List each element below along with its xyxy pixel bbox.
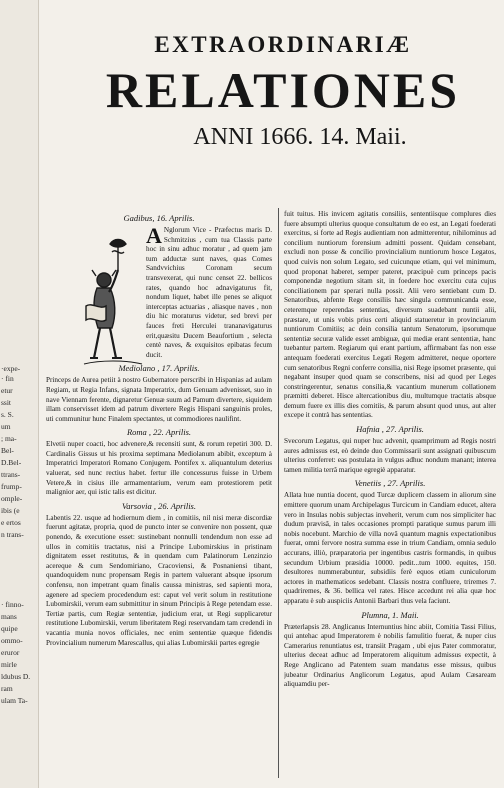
article-varsovia: Labentis 22. usque ad hodiernum diem , in comitiis, nil nisi meræ discordiæ fuerunt agitatæ, propria, quod de puncto inter se convenire non possent, quæ ponendo, & executione esset: sustinebant nonnulli tendendum non esse ad ullos in comitiis tractatus, nisi a Principe Lubomirskius in pristinam dignitatem esset restitutus, & in quendam cum Palatinorum Lenzinzio acereque & cum Sendomiriano, Cracoviensi, & Posnaniensi tibant, quandoquidem nunc propensam Regis in partem valuerant absque ipsorum confensu, non impetrant quam finalis caussa ministras, sed sapienti mora, agenere ad speciem procedendum est: caput vel verit solum in restitutione Lubomirskii, verum eam submittitur in sinum Principis à Rege petendam esse. Tertiæ partis, cum Regiæ sententiæ, judicium erat, ut Regi supplicaretur restitutione Lubomirskii, verum liberitatem Regi reservandam tam credendi in vacantia munia novos officiales, nec enim sententiæ quæque fidendis Provincialium numerum Marescallus, qui alias Lubomirskii partes egregie — [46, 513, 272, 647]
fragment-line: ram — [1, 684, 13, 693]
fragment-line: etur — [1, 386, 13, 395]
fragment-line: · finno- — [1, 600, 24, 609]
fragment-line: D.Bel- — [1, 458, 22, 467]
fragment-line: quipe — [1, 624, 18, 633]
article-roma: Elvetii nuper coacti, hoc advenere,& recensiti sunt, & rorum repetiri 300. D. Cardinalis Gissus ut his proxima septimana Mediolanum abibit, exceptum à Imperatrici Imperatori Romano Conjugem. Pontifex x. aliquantulum deterius valuerat, sed nunc rectius habet. fertur ille concessurus fuisse in Urbem Vetere,& in cisius ille armamentarium, verum eam protestiorem petit malignior aer, qui istic talis est dicitur. — [46, 440, 272, 497]
article-plumna: Præterlapsis 28. Anglicanus Internuntius hinc abiit, Comitia Tassi Filius, qui antehac apud Imperatorem è nobilis famulitio fuerat, & nuper cius Camerarius renuntiatus est, transiit Pragam , ubi ejus Pater commoratur, ulterius deceat adhuc ad Imperatorem aliquitum admissus expectit, à Rege Anglicano ad Patentem suam mandatus esse missus, quibus jubeatur Ordinarius Anglicorum Legatus, apud Aulam Cæsaream aliquamdiu per- — [284, 622, 496, 689]
dateline-varsovia: Varsovia , 26. Aprilis. — [122, 500, 196, 511]
article-hafnia: Svecorum Legatus, qui nuper huc advenit, quamprimum ad Regis nostri aures admissus est, eò deinde duo Commissarii sunt assignati quibuscum ulterius conferret: eas postulata in vulgus adhuc nondum manant; interea tamen militia terrâ marique egregiè apparatur. — [284, 437, 496, 474]
fragment-line: n trans- — [1, 530, 24, 539]
fragment-line: mirle — [1, 660, 17, 669]
fragment-line: · fin — [1, 374, 14, 383]
article-mediolano: Princeps de Aurea petiit à nostro Gubernatore perscribi in Hispanias ad aulam Regiam, ut Regia Infans, signata Imperatrix, dum Genuam advenisset, suo in nave Viennam ferente, dignaretur Genuæ suum ad Pamum divertere, siquidem illam conservisset idem ad patrum divertere Regis Hispani sanguinis proles, uti communitur hunc Finalem spectantes, ut commodiores naulifint. — [46, 376, 272, 423]
fragment-line: ulam Ta- — [1, 696, 28, 705]
column-divider — [278, 208, 279, 778]
fragment-line: Bel- — [1, 446, 14, 455]
fragment-line: eruror — [1, 648, 20, 657]
fragment-line: mans — [1, 612, 17, 621]
fragment-line: ttrans- — [1, 470, 21, 479]
article-venetiis: Allata hue nuntia docent, quod Turcæ duplicem classem in aliorum sine emittere quorum unam Archipelagus Turcicum in Candiam educet, altera vero in Insulas nobis subjectas inveherit, verum cum nos simpliciter hac dudum prævisâ, in tales occasiones prompti paratique sumus parum illi nobis nocebunt. Marchio de villa novâ quantum magnis expectationibus fuerat, omni fervore nostra summa esse in trium Candiam, omnia sedulo accurans, illiò, præparatoria per ingentibus castris formandis, in quibus secundum Urbium præsidia 10000. pedit...tum 1000. equites, 150. desultores nummerabuntur, subsidiis ferè equos etiam cuniculorum actores in mathematicos sedebant. Classis nostra confluere, triremes 7. quadriremes, & 36. bellica vel rates. Hisce accedunt rei alia quæ hoc apparatu è sub auspiciis Antonii Barbari thus vela faciunt. — [284, 491, 496, 605]
fragment-line: ommo- — [1, 636, 23, 645]
dateline-gadibus: Gadibus, 16. Aprilis. — [123, 213, 195, 223]
dateline-plumna: Plumna, 1. Maii. — [361, 609, 419, 620]
fragment-line: ssit — [1, 398, 12, 407]
article-gadibus: A Nglorum Vice - Præfectus maris D. Schmitzius , cum tua Classis parte hoc in sinu adhuc moratur , ad quem jam tum adductæ sunt naves, quas Comes Sandvvichius Coronam secum transvexerat, qui nunc censet 22. bellicos rates, quando hoc adnavigaturus fit, nondum liquet, habet ille penes se aliquot interceptas actuarias , aliasque naves , non diu hic moraturus videtur, sed brevi per fauces freti Herculei trananavigaturus erit,quæsitu Ducem Beaufortium , selecta centè naves, & exquisitos epibatas fecum ducit. — [146, 223, 272, 359]
fragment-line: omple- — [1, 494, 23, 503]
dateline-hafnia: Hafnia , 27. Aprilis. — [356, 424, 424, 435]
dateline-venetiis: Venetiis , 27. Aprilis. — [354, 478, 426, 489]
fragment-line: ·expe- — [1, 364, 21, 373]
dateline-mediolano: Mediolano , 17. Aprilis. — [118, 363, 200, 374]
adjacent-page-fragment — [0, 0, 39, 788]
fragment-line: e ertos — [1, 518, 21, 527]
fragment-line: ibis (e — [1, 506, 20, 515]
masthead-date: ANNI 1666. 14. Maii. — [193, 124, 407, 150]
masthead-line1: EXTRAORDINARIÆ — [154, 32, 412, 57]
fragment-line: ldubus D. — [1, 672, 31, 681]
fragment-line: ; ma- — [1, 434, 17, 443]
dateline-roma: Roma , 22. Aprilis. — [126, 427, 192, 438]
fragment-line: frump- — [1, 482, 22, 491]
masthead-title: RELATIONES — [105, 62, 461, 118]
column-right — [284, 210, 496, 786]
fragment-line: um — [1, 422, 11, 431]
article-continued: fuit tuitus. His invicem agitatis consiliis, sententiisque complures dies fuere absumpti ulterius quoque consultatum de eo est, an Legati foederati exercitus, si forte ad Regis audientiam non admitterentur, nihilominus ad concilium nuntiorum forensium admitti possent. Quidam censebant, excludi non posse & concilio provincialium nuntiorum hosce Legatos, quod cuivis non solum Legato, sed cuicunque etiam, qui vel minimum, quod proponat haberet, semper pateret, præcipuè cum princeps pacis componendæ negotium sitam sit, in foedere hoc exercitu cuta cujus conciliationem par sperari nulla possit. Alii vero sentiebant cum D. Senatoribus, abfente Rege consiliis hæc singula communicanda esse, ceteremque reperendas sententias, diversum suadebant nuntii alii, præstare, ut unis vobis prius certi aliquid statueretur in provinciarum nuntiorum Comitiis; ac dein consilia tantum Senatorum, ipsorumque sententiæ securæ valide esset ambiguæ, qui mediæ erant sententiæ, hanc tuebantur partem. Regiarum qui erant partium, affirmabant fas non esse antequam foederati exercitus Legati Regem admitteret, neque oportere cum senatoribus Regni conferre consilia, nisi Rege ipsomet præsente, qui negabant insuper quod quam se conscribens, nisi ad quod per Leges constringerentur, senatus consilia,& vacantium munerum collationem præmitti deberet. Hisce altercationibus diu, multumque tractatis absque demum fuere ex illis dies comitiis, & parum absunt quod unus, aut alter excepe it contrà has sententias. — [284, 210, 496, 420]
column-left — [46, 210, 272, 786]
fragment-line: s. S. — [1, 410, 14, 419]
